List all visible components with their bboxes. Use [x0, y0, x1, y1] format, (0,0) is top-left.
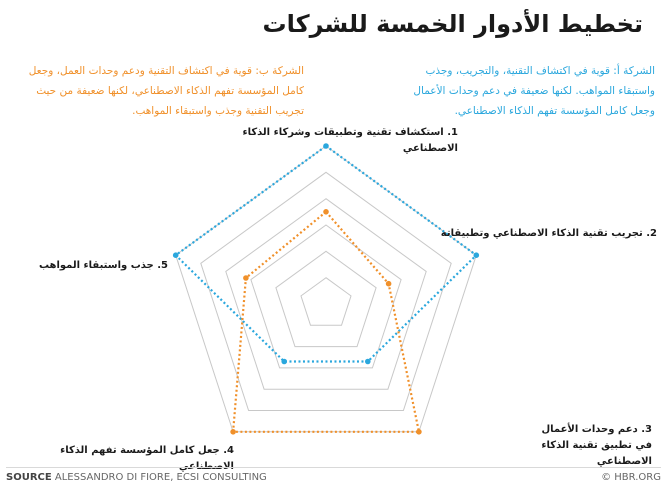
- company_a-point-2: [474, 252, 480, 258]
- grid-ring-2: [276, 251, 376, 346]
- company_a-point-4: [281, 359, 287, 365]
- company_b-point-5: [243, 275, 249, 281]
- company_b-point-3: [416, 429, 422, 435]
- company-b-description: الشركة ب: قوية في اكتشاف التقنية ودعم وحدات العمل، وجعل كامل المؤسسة تفهم الذكاء الاصطناعي، لكنها ضعيفة من حيث تجريب التقنية وجذب واستبقاء المواهب.: [28, 65, 304, 117]
- axis-label-2: 2. تجريب تقنية الذكاء الاصطناعي وتطبيقاته: [440, 228, 657, 239]
- credit: © HBR.ORG: [601, 472, 661, 483]
- company_b-point-1: [323, 209, 329, 215]
- grid-ring-5: [201, 172, 451, 410]
- company_a-line: [176, 146, 477, 362]
- radar-series: [173, 143, 479, 434]
- axis-label-4: 4. جعل كامل المؤسسة تفهم الذكاء الاصطناعي: [60, 445, 234, 472]
- company_b-point-2: [386, 281, 392, 287]
- company_b-point-4: [230, 429, 236, 435]
- chart-title: تخطيط الأدوار الخمسة للشركات: [262, 10, 643, 38]
- axis-label-1: 1. استكشاف تقنية وتطبيقات وشركاء الذكاء الاصطناعي: [242, 127, 458, 154]
- source-text: ALESSANDRO DI FIORE, ECSI CONSULTING: [54, 472, 267, 483]
- company_a-point-3: [365, 359, 371, 365]
- grid-ring-1: [301, 278, 351, 326]
- company_b-line: [233, 212, 419, 432]
- source-label: SOURCE: [6, 472, 52, 483]
- axis-label-3: 3. دعم وحدات الأعمال في تطبيق تقنية الذكاء الاصطناعي: [541, 424, 652, 467]
- radar-grid: [176, 146, 477, 432]
- company-a-description: الشركة أ: قوية في اكتشاف التقنية، والتجريب، وجذب واستبقاء المواهب. لكنها ضعيفة في دعم وحدات الأعمال وجعل كامل المؤسسة تفهم الذكاء الاصطناعي.: [413, 65, 655, 117]
- footer: [6, 467, 661, 488]
- company_a-point-5: [173, 252, 179, 258]
- axis-label-5: 5. جذب واستبقاء المواهب: [38, 260, 168, 271]
